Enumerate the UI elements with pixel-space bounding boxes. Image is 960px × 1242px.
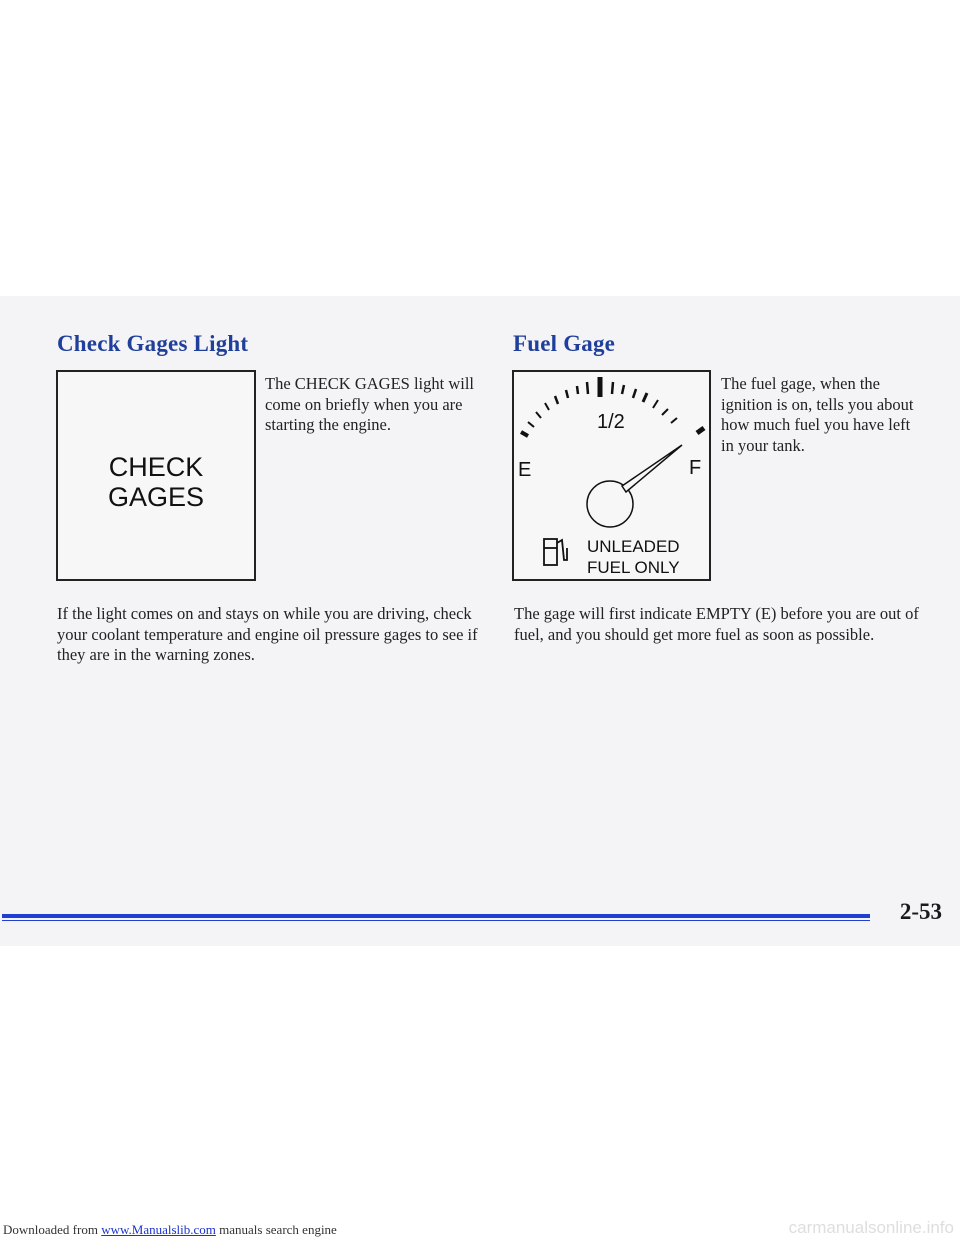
gauge-needle [622, 445, 682, 492]
fuel-pump-icon [544, 539, 567, 565]
footer-prefix: Downloaded from [3, 1222, 102, 1237]
check-gages-heading: Check Gages Light [57, 331, 249, 356]
page-rule-thin [2, 920, 870, 921]
page-number: 2-53 [899, 899, 942, 924]
check-gages-intro: The CHECK GAGES light will come on briefly when you are starting the engine. [265, 374, 474, 434]
manualslib-link[interactable]: www.Manualslib.com [101, 1222, 216, 1237]
gauge-half-label: 1/2 [597, 411, 625, 433]
lamp-label-line2: GAGES [107, 482, 205, 512]
gauge-full-label: F [689, 457, 702, 479]
check-gages-body: If the light comes on and stays on while you are driving, check your coolant temperature and engine oil pressure gages to see if they are in the warning zones. [57, 604, 478, 664]
fuel-only-label: FUEL ONLY [587, 558, 680, 577]
fuel-gage-heading: Fuel Gage [513, 331, 616, 356]
fuel-gage-intro: The fuel gage, when the ignition is on, tells you about how much fuel you have left in your tank. [721, 374, 914, 455]
unleaded-label: UNLEADED [587, 537, 680, 556]
fuel-gage-body: The gage will first indicate EMPTY (E) before you are out of fuel, and you should get more fuel as soon as possible. [514, 604, 919, 644]
site-watermark: carmanualsonline.info [788, 1218, 954, 1237]
check-gages-lamp-panel [56, 370, 256, 581]
page-rule-thick [2, 914, 870, 918]
lamp-label-line1: CHECK [108, 452, 204, 482]
download-footer [3, 1222, 337, 1238]
fuel-gage-panel [512, 370, 711, 581]
gauge-empty-label: E [518, 459, 532, 481]
footer-suffix: manuals search engine [215, 1222, 337, 1237]
